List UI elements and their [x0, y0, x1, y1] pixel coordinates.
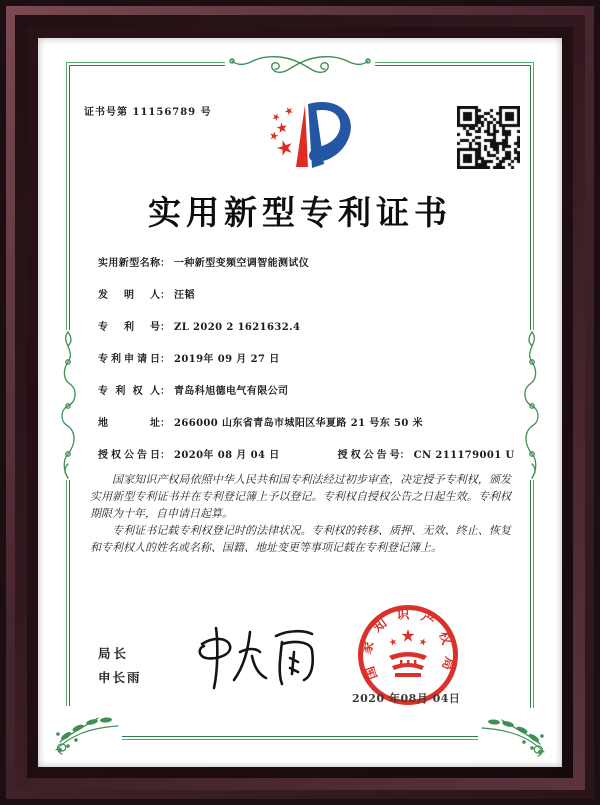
field-colon: ：	[160, 290, 170, 301]
certificate-title: 实用新型专利证书	[148, 193, 452, 232]
field-label: 发明人	[98, 290, 160, 301]
field-value: 青岛科旭德电气有限公司	[174, 386, 289, 397]
field-row-patent-number	[98, 312, 518, 344]
flourish-left-ornament	[55, 330, 81, 480]
cnipa-logo-icon	[258, 100, 354, 176]
national-emblem-icon	[388, 629, 427, 677]
field-label: 专利申请日	[98, 354, 160, 365]
certificate-number: 证书号第 11156789 号	[84, 107, 212, 118]
seal-text: 国家知识产权局	[359, 607, 457, 682]
flourish-top-ornament	[225, 53, 375, 79]
field-row-filing-date	[98, 344, 518, 376]
field-colon: ：	[160, 354, 170, 365]
field-label: 专利号	[98, 322, 160, 333]
field-value: 266000 山东省青岛市城阳区华夏路 21 号东 50 米	[174, 418, 423, 429]
flourish-right-ornament	[519, 330, 545, 480]
floral-bottom-right-ornament	[478, 708, 548, 760]
field-row-patentee	[98, 376, 518, 408]
field-label: 实用新型名称	[98, 258, 160, 269]
commissioner-name: 申长雨	[98, 670, 142, 685]
field-label: 专利权人	[98, 386, 160, 397]
qr-code	[457, 106, 520, 169]
field-colon: ：	[160, 258, 170, 269]
field-colon: ：	[160, 418, 170, 429]
field-colon: ：	[399, 450, 410, 461]
field-row-inventor	[98, 280, 518, 312]
field-value: 2020年 08 月 04 日	[174, 450, 280, 461]
field-label: 地址	[98, 418, 160, 429]
legal-text	[90, 471, 511, 556]
field-list	[98, 248, 518, 472]
field-row-grant	[98, 440, 518, 472]
field-row-address	[98, 408, 518, 440]
field-value: 一种新型变频空调智能测试仪	[174, 258, 310, 269]
field-colon: ：	[160, 450, 170, 461]
field-value: ZL 2020 2 1621632.4	[174, 322, 301, 333]
svg-text:国家知识产权局	[358, 607, 457, 682]
field-label: 授权公告日	[98, 450, 160, 461]
field-colon: ：	[160, 386, 170, 397]
seal-date: 2020 年08月 04日	[352, 692, 461, 705]
field-colon: ：	[160, 322, 170, 333]
floral-bottom-left-ornament	[52, 706, 122, 758]
field-value: 汪韬	[174, 290, 195, 301]
grant-number-value: CN 211179001 U	[413, 450, 515, 461]
signature-graphic	[188, 622, 318, 696]
field-row-name	[98, 248, 518, 280]
commissioner-title: 局长	[98, 646, 130, 661]
legal-paragraph-2: 专利证书记载专利权登记时的法律状况。专利权的转移、质押、无效、终止、恢复和专利权人的姓名或名称、国籍、地址变更等事项记载在专利登记簿上。	[90, 524, 511, 554]
legal-paragraph-1: 国家知识产权局依照中华人民共和国专利法经过初步审查，决定授予专利权，颁发实用新型专利证书并在专利登记簿上予以登记。专利权自授权公告之日起生效。专利权期限为十年，自申请日起算。	[90, 473, 511, 520]
field-value: 2019年 09 月 27 日	[174, 354, 280, 365]
grant-number-label: 授权公告号	[337, 450, 400, 461]
